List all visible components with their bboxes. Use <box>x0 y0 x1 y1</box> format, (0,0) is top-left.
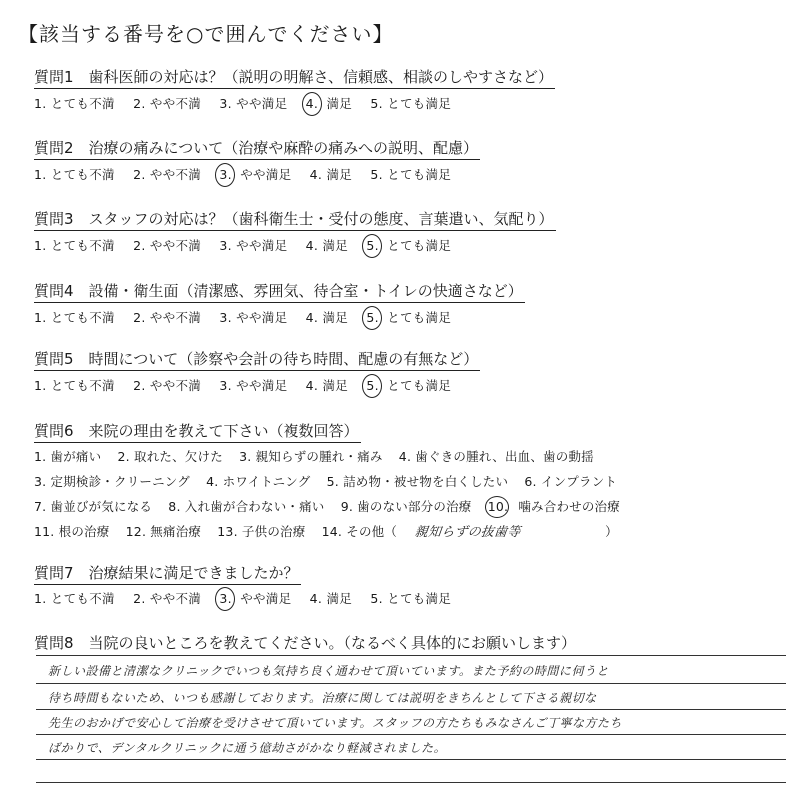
q6-choice-1[interactable]: 1. 歯が痛い <box>34 449 102 464</box>
q6-choice-5[interactable]: 5. 詰め物・被せ物を白くしたい <box>326 474 509 489</box>
q6-choice-10-circled[interactable]: 10. <box>487 499 509 514</box>
question-1-options <box>34 94 465 112</box>
q6-choice-4b[interactable]: 4. ホワイトニング <box>206 474 311 489</box>
q7-option-2[interactable]: 2. やや不満 <box>133 591 202 606</box>
q6-row-4 <box>34 521 618 540</box>
q5-option-3[interactable]: 3. やや満足 <box>219 378 288 393</box>
q1-option-4-circled[interactable]: 4. <box>305 96 319 111</box>
q7-option-3-label: やや満足 <box>240 591 292 606</box>
q2-option-3-label: やや満足 <box>240 167 292 182</box>
answer-text-line-2[interactable]: 待ち時間もないため、いつも感謝しております。治療に関しては説明をきちんとして下さる親切な <box>48 691 597 705</box>
question-3-title: 質問3 スタッフの対応は？（歯科衛生士・受付の態度、言葉遣い、気配り） <box>34 208 556 231</box>
q2-option-1[interactable]: 1. とても不満 <box>34 167 115 182</box>
q3-option-5-circled[interactable]: 5. <box>366 238 379 253</box>
answer-line <box>36 781 786 783</box>
q5-option-4[interactable]: 4. 満足 <box>305 378 349 393</box>
instruction-heading: 【該当する番号を○で囲んでください】 <box>18 22 394 46</box>
q1-option-4-label: 満足 <box>326 96 353 111</box>
q7-option-3-circled[interactable]: 3. <box>219 591 232 606</box>
answer-text-line-4[interactable]: ばかりで、デンタルクリニックに通う億劫さがかなり軽減されました。 <box>48 741 447 755</box>
answer-line <box>36 654 786 656</box>
q3-option-1[interactable]: 1. とても不満 <box>34 238 115 253</box>
q4-option-4[interactable]: 4. 満足 <box>305 310 349 325</box>
question-6-title: 質問6 来院の理由を教えて下さい（複数回答） <box>34 420 361 443</box>
answer-text-line-3[interactable]: 先生のおかげで安心して治療を受けさせて頂いています。スタッフの方たちもみなさんご丁寧な方たち <box>48 716 623 730</box>
q2-option-5[interactable]: 5. とても満足 <box>370 167 452 182</box>
q1-option-3[interactable]: 3. やや満足 <box>219 96 288 111</box>
q6-choice-4[interactable]: 4. 歯ぐきの腫れ、出血、歯の動揺 <box>398 449 594 464</box>
q5-option-5-circled[interactable]: 5. <box>366 378 379 393</box>
question-3-options <box>34 236 465 254</box>
answer-line <box>36 708 786 710</box>
q6-choice-14[interactable]: 14. その他（ <box>321 524 398 539</box>
answer-line <box>36 682 786 684</box>
q6-choice-12[interactable]: 12. 無痛治療 <box>125 524 202 539</box>
q6-choice-3[interactable]: 3. 親知らずの腫れ・痛み <box>239 449 383 464</box>
q6-choice-13[interactable]: 13. 子供の治療 <box>217 524 306 539</box>
q6-row-1 <box>34 447 606 465</box>
answer-line <box>36 733 786 735</box>
question-5-options <box>34 376 465 394</box>
q3-option-3[interactable]: 3. やや満足 <box>219 238 288 253</box>
question-4-title: 質問4 設備・衛生面（清潔感、雰囲気、待合室・トイレの快適さなど） <box>34 280 525 303</box>
q2-option-4[interactable]: 4. 満足 <box>309 167 353 182</box>
q6-choice-8[interactable]: 8. 入れ歯が合わない・痛い <box>168 499 325 514</box>
q6-choice-9[interactable]: 9. 歯のない部分の治療 <box>340 499 472 514</box>
q7-option-5[interactable]: 5. とても満足 <box>370 591 452 606</box>
q6-other-handwritten: 親知らずの抜歯等 <box>414 525 522 540</box>
q5-option-5-label: とても満足 <box>387 378 452 393</box>
q3-option-5-label: とても満足 <box>387 238 452 253</box>
question-2-title: 質問2 治療の痛みについて（治療や麻酔の痛みへの説明、配慮） <box>34 137 480 160</box>
q4-option-5-circled[interactable]: 5. <box>366 310 379 325</box>
q7-option-4[interactable]: 4. 満足 <box>309 591 353 606</box>
q1-option-1[interactable]: 1. とても不満 <box>34 96 115 111</box>
q4-option-2[interactable]: 2. やや不満 <box>133 310 202 325</box>
question-8-title: 質問8 当院の良いところを教えてください。（なるべく具体的にお願いします） <box>34 634 577 652</box>
question-7-options <box>34 589 465 607</box>
question-4-options <box>34 308 465 326</box>
q6-choice-10-label: 噛み合わせの治療 <box>518 499 620 514</box>
question-2-options <box>34 165 465 183</box>
answer-text-line-1[interactable]: 新しい設備と清潔なクリニックでいつも気持ち良く通わせて頂いています。また予約の時間に伺うと <box>48 664 609 678</box>
question-5-title: 質問5 時間について（診察や会計の待ち時間、配慮の有無など） <box>34 348 480 371</box>
answer-line <box>36 758 786 760</box>
q4-option-3[interactable]: 3. やや満足 <box>219 310 288 325</box>
q4-option-5-label: とても満足 <box>387 310 452 325</box>
q5-option-1[interactable]: 1. とても不満 <box>34 378 115 393</box>
q2-option-3-circled[interactable]: 3. <box>219 167 232 182</box>
q4-option-1[interactable]: 1. とても不満 <box>34 310 115 325</box>
q6-row-2 <box>34 472 629 490</box>
q6-choice-6[interactable]: 6. インプラント <box>524 474 618 489</box>
q7-option-1[interactable]: 1. とても不満 <box>34 591 115 606</box>
q6-choice-2[interactable]: 2. 取れた、欠けた <box>117 449 223 464</box>
question-7-title: 質問7 治療結果に満足できましたか？ <box>34 562 301 585</box>
question-1-title: 質問1 歯科医師の対応は？（説明の明解さ、信頼感、相談のしやすさなど） <box>34 66 555 89</box>
q6-other-close-paren: ） <box>605 524 618 539</box>
q3-option-4[interactable]: 4. 満足 <box>305 238 349 253</box>
q3-option-2[interactable]: 2. やや不満 <box>133 238 202 253</box>
q1-option-2[interactable]: 2. やや不満 <box>133 96 202 111</box>
q5-option-2[interactable]: 2. やや不満 <box>133 378 202 393</box>
q2-option-2[interactable]: 2. やや不満 <box>133 167 202 182</box>
q6-choice-7[interactable]: 7. 歯並びが気になる <box>34 499 153 514</box>
q6-choice-3b[interactable]: 3. 定期検診・クリーニング <box>34 474 190 489</box>
q6-row-3 <box>34 497 632 515</box>
q6-choice-11[interactable]: 11. 根の治療 <box>34 524 110 539</box>
q1-option-5[interactable]: 5. とても満足 <box>370 96 452 111</box>
